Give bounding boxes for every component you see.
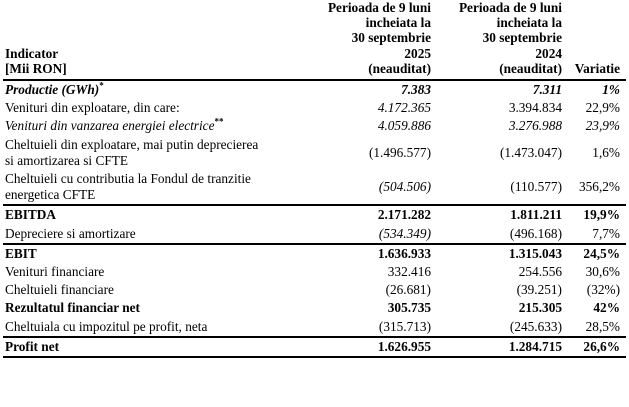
row-value-2025: (534.349) — [378, 225, 431, 241]
row-value-2025: 305.735 — [387, 300, 431, 316]
row-variation: 30,6% — [585, 264, 620, 280]
row-value-2024: 3.394.834 — [508, 100, 562, 116]
row-value-2025: 4.172.365 — [377, 100, 431, 116]
row-indicator: EBITDA — [3, 205, 303, 224]
header-2024-line1: Perioada de 9 luni — [458, 0, 562, 15]
row-variation: (32%) — [586, 282, 620, 298]
header-indicator — [3, 0, 303, 80]
header-2024-line2: incheiata la — [496, 15, 562, 31]
row-value-2024: 215.305 — [518, 300, 562, 316]
row-value-2024: (1.473.047) — [499, 144, 562, 160]
header-2025-line1: Perioada de 9 luni — [327, 0, 431, 15]
row-indicator-line1: Cheltuieli din exploatare, mai putin deprecierea — [5, 136, 259, 152]
row-value-2025: 7.383 — [303, 80, 435, 99]
footnote-marker: ** — [214, 117, 224, 127]
row-value-2025: (315.713) — [378, 318, 431, 334]
table-row — [3, 337, 626, 357]
table-body — [3, 80, 626, 357]
row-indicator: Cheltuieli financiare — [5, 282, 114, 298]
financial-results-table — [3, 0, 626, 358]
row-value-2024: 3.276.988 — [508, 118, 562, 134]
header-2025-line5: (neauditat) — [368, 60, 431, 76]
table-row — [3, 263, 626, 281]
header-row — [3, 0, 626, 80]
header-indicator-line1: Indicator — [5, 45, 59, 61]
row-value-2024: 1.284.715 — [435, 337, 566, 357]
row-variation: 26,6% — [566, 337, 626, 357]
header-col-2024 — [435, 0, 566, 80]
row-value-2025: 1.626.955 — [303, 337, 435, 357]
table-row — [3, 281, 626, 299]
table-row — [3, 117, 626, 135]
row-indicator: Rezultatul financiar net — [5, 300, 140, 316]
row-variation: 24,5% — [566, 244, 626, 263]
row-indicator: Venituri financiare — [5, 264, 105, 280]
table-row — [3, 318, 626, 337]
row-value-2024: 254.556 — [518, 264, 562, 280]
header-variation-label: Variatie — [574, 60, 620, 76]
row-indicator: Profit net — [3, 337, 303, 357]
row-value-2024: 7.311 — [435, 80, 566, 99]
table-row — [3, 80, 626, 99]
row-value-2024: (496.168) — [509, 225, 562, 241]
row-value-2025: (1.496.577) — [368, 144, 431, 160]
header-indicator-line2: [Mii RON] — [5, 60, 67, 76]
row-variation: 7,7% — [592, 225, 620, 241]
row-variation: 1% — [566, 80, 626, 99]
row-value-2025: 2.171.282 — [303, 205, 435, 224]
row-value-2024: (110.577) — [510, 179, 562, 195]
row-value-2024: (39.251) — [516, 282, 562, 298]
row-indicator-text: Productie (GWh) — [5, 82, 100, 98]
table-row — [3, 136, 626, 170]
row-indicator: Depreciere si amortizare — [5, 225, 136, 241]
header-col-2025 — [303, 0, 435, 80]
row-value-2024: 1.315.043 — [435, 244, 566, 263]
row-indicator: Venituri din exploatare, din care: — [5, 100, 180, 116]
row-indicator — [3, 117, 303, 135]
table-row — [3, 225, 626, 244]
row-value-2025: 1.636.933 — [303, 244, 435, 263]
row-indicator-line1: Cheltuieli cu contributia la Fondul de tranzitie — [5, 171, 251, 187]
table-row — [3, 170, 626, 205]
row-indicator-text: Venituri din vanzarea energiei electrice — [5, 118, 215, 134]
table-row — [3, 244, 626, 263]
header-2024-line4: 2024 — [535, 45, 562, 61]
row-indicator — [3, 136, 303, 170]
row-variation: 23,9% — [585, 118, 620, 134]
footnote-marker: * — [99, 80, 104, 91]
row-indicator: Cheltuiala cu impozitul pe profit, neta — [5, 318, 208, 334]
row-variation: 19,9% — [566, 205, 626, 224]
row-value-2025: 332.416 — [387, 264, 431, 280]
row-variation: 28,5% — [585, 318, 620, 334]
table-row — [3, 205, 626, 224]
row-indicator-line2: si amortizarea si CFTE — [5, 152, 128, 168]
table-row — [3, 99, 626, 117]
row-value-2024: (245.633) — [509, 318, 562, 334]
row-variation: 22,9% — [585, 100, 620, 116]
header-2024-line5: (neauditat) — [499, 60, 562, 76]
header-2025-line4: 2025 — [404, 45, 431, 61]
row-indicator — [3, 80, 303, 99]
header-2024-line3: 30 septembrie — [482, 30, 562, 46]
header-col-variation — [566, 0, 626, 80]
row-value-2025: (26.681) — [385, 282, 431, 298]
row-indicator-line2: energetica CFTE — [5, 187, 96, 203]
row-value-2025: (504.506) — [378, 179, 431, 195]
row-value-2025: 4.059.886 — [377, 118, 431, 134]
row-variation: 42% — [593, 300, 620, 316]
row-variation: 1,6% — [592, 144, 620, 160]
table-row — [3, 299, 626, 317]
header-2025-line2: incheiata la — [365, 15, 431, 31]
row-indicator: EBIT — [3, 244, 303, 263]
header-2025-line3: 30 septembrie — [351, 30, 431, 46]
row-value-2024: 1.811.211 — [435, 205, 566, 224]
table-header — [3, 0, 626, 80]
row-indicator — [3, 170, 303, 205]
row-variation: 356,2% — [579, 179, 620, 195]
